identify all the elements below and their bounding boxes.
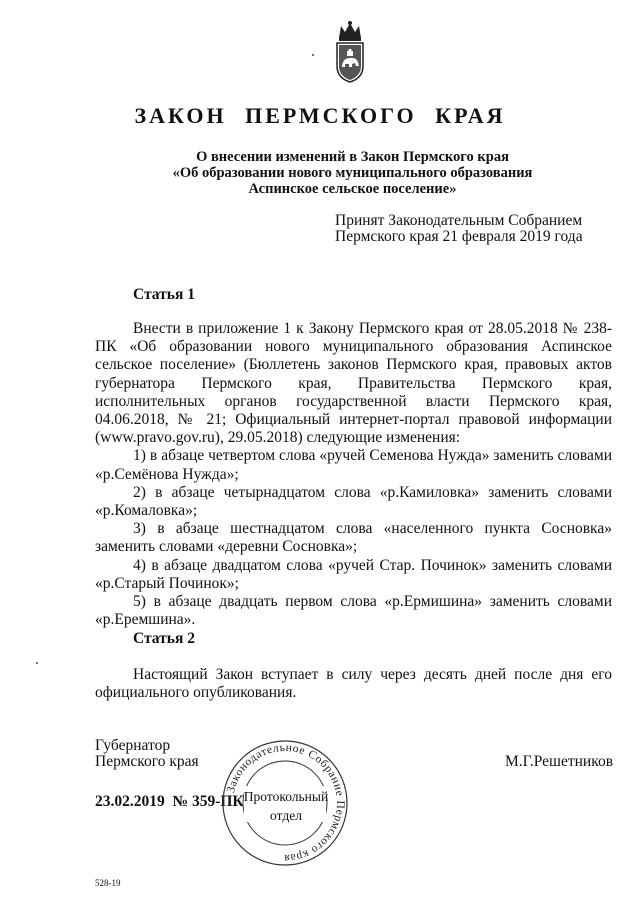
- article-1-item: 1) в абзаце четвертом слова «ручей Семенова Нужда» заменить словами «р.Семёнова Нужда»;: [95, 447, 612, 483]
- protocol-department-stamp: [220, 738, 350, 868]
- coat-of-arms-icon: [330, 20, 370, 86]
- adoption-note: [335, 213, 583, 245]
- law-subtitle: [0, 149, 640, 197]
- article-1-heading: Статья 1: [133, 286, 195, 303]
- governor-title-line: Губернатор: [95, 737, 171, 754]
- article-2-body: [95, 666, 612, 702]
- stamp-center-line: отдел: [270, 808, 302, 823]
- subtitle-line: О внесении изменений в Закон Пермского края: [196, 149, 509, 165]
- law-title: ЗАКОН ПЕРМСКОГО КРАЯ: [134, 103, 506, 128]
- date-and-number: 23.02.2019 № 359-ПК: [95, 793, 244, 810]
- article-1-item: 5) в абзаце двадцать первом слова «р.Ермишина» заменить словами «р.Еремшина».: [95, 593, 612, 629]
- subtitle-line: Аспинское сельское поселение»: [248, 181, 457, 197]
- scan-speck: [36, 662, 38, 664]
- governor-title-line: Пермского края: [95, 753, 199, 770]
- article-1-item: 3) в абзаце шестнадцатом слова «населенного пункта Сосновка» заменить словами «деревни Сосновка»;: [95, 520, 612, 556]
- article-1-body: [95, 320, 612, 629]
- subtitle-line: «Об образовании нового муниципального образования: [172, 165, 533, 181]
- signatory-name: М.Г.Решетников: [505, 753, 614, 770]
- article-2-heading: Статья 2: [133, 630, 195, 647]
- article-1-intro: Внести в приложение 1 к Закону Пермского края от 28.05.2018 № 238-ПК «Об образовании нового муниципального образования Аспинское сельское поселение» (Бюллетень законов Пермского края, правовых актов губернатора Пермского края, Правительства Пермского края, исполнительных органов государственной власти Пермского края, 04.06.2018, № 21; Официальный интернет-портал правовой информации (www.pravo.gov.ru), 29.05.2018) следующие изменения:: [95, 320, 612, 447]
- article-1-item: 4) в абзаце двадцатом слова «ручей Стар. Починок» заменить словами «р.Старый Починок»;: [95, 556, 612, 592]
- stamp-center-line: Протокольный: [243, 789, 329, 804]
- adoption-line: Пермского края 21 февраля 2019 года: [335, 228, 583, 245]
- article-1-item: 2) в абзаце четырнадцатом слова «р.Камиловка» заменить словами «р.Комаловка»;: [95, 483, 612, 520]
- article-2-text: Настоящий Закон вступает в силу через десять дней после дня его официального опубликования.: [95, 666, 612, 702]
- scan-speck: [312, 54, 314, 56]
- adoption-line: Принят Законодательным Собранием: [335, 212, 583, 229]
- governor-title: [95, 738, 199, 770]
- stamp-ring-text: Законодательное Собрание Пермского края: [225, 741, 347, 865]
- document-code: 528-19: [95, 878, 121, 888]
